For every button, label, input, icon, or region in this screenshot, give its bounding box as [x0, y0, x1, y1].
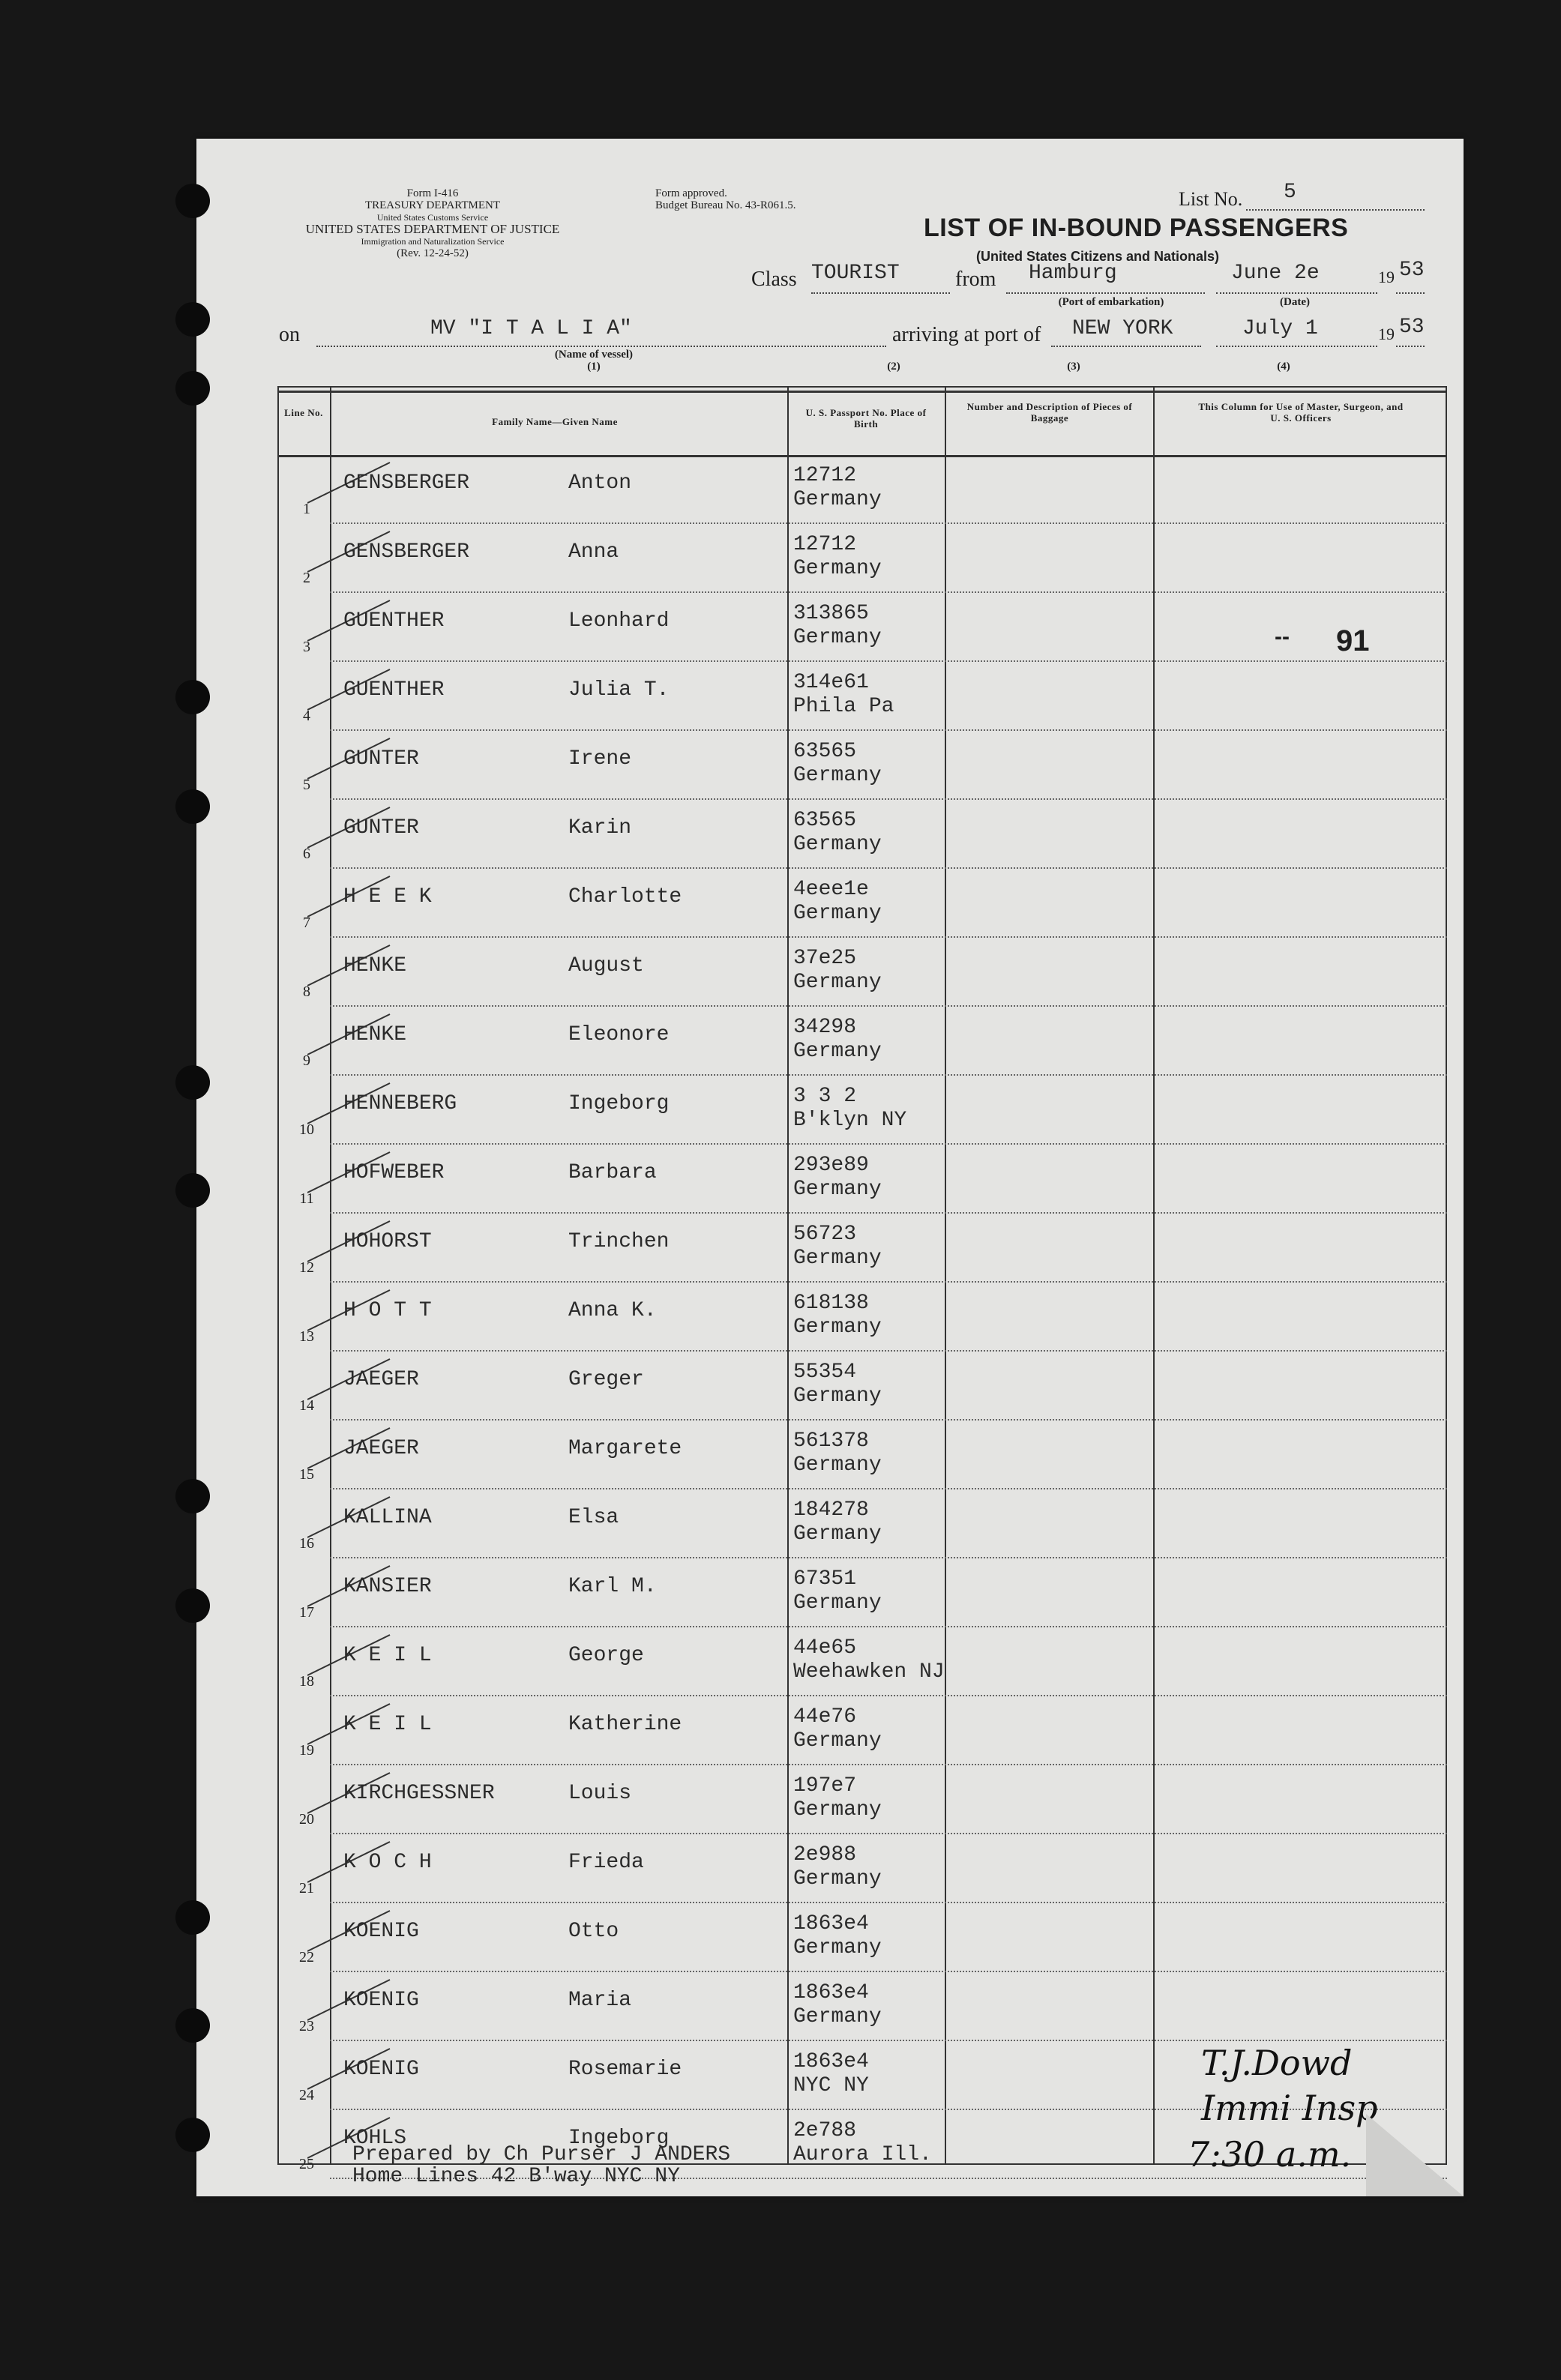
given-name: Ingeborg — [568, 1092, 670, 1115]
passport-birth — [793, 947, 882, 995]
signature-name: T.J.Dowd — [1201, 2043, 1353, 2083]
year1-line — [1396, 292, 1425, 294]
passport-number: 37e25 — [793, 947, 857, 970]
given-name: Eleonore — [568, 1023, 670, 1046]
line-number: 21 — [299, 1880, 314, 1897]
place-of-birth: Germany — [793, 971, 882, 994]
line-number: 8 — [303, 983, 310, 1000]
table-row — [277, 1834, 1447, 1903]
family-name: GUNTER — [343, 816, 419, 840]
place-of-birth: Germany — [793, 2005, 882, 2028]
family-name: K E I L — [343, 1644, 432, 1667]
passport-number: 3 3 2 — [793, 1085, 857, 1108]
given-name: Karin — [568, 816, 632, 840]
line-number: 16 — [299, 1535, 314, 1552]
manifest-page — [196, 139, 1464, 2196]
punch-hole — [175, 2118, 210, 2152]
place-of-birth: Germany — [793, 1178, 882, 1201]
col-num-2: (2) — [887, 361, 900, 373]
dash-mark: -- — [1275, 624, 1290, 649]
given-name: Margarete — [568, 1437, 682, 1460]
year2-prefix: 19 — [1378, 325, 1395, 343]
table-top-rule — [277, 391, 1447, 393]
passport-number: 618138 — [793, 1292, 869, 1315]
given-name: Leonhard — [568, 609, 670, 633]
line-number: 3 — [303, 639, 310, 655]
col-header-name: Family Name—Given Name — [492, 416, 618, 427]
passport-number: 67351 — [793, 1567, 857, 1591]
form-approved: Form approved. — [655, 187, 727, 199]
count-mark: 91 — [1336, 624, 1370, 657]
date1-line — [1216, 292, 1377, 294]
passport-birth — [793, 1567, 882, 1615]
family-name: JAEGER — [343, 1368, 419, 1391]
punch-hole — [175, 302, 210, 337]
signature-title: Immi Insp — [1201, 2088, 1378, 2128]
list-no-label: List No. — [1179, 188, 1243, 210]
place-of-birth: Germany — [793, 488, 882, 511]
line-number: 22 — [299, 1949, 314, 1965]
given-name: Barbara — [568, 1161, 657, 1184]
col-num-3: (3) — [1067, 361, 1080, 373]
place-of-birth: Aurora Ill. — [793, 2143, 932, 2166]
place-of-birth: Germany — [793, 557, 882, 580]
place-of-birth: Germany — [793, 1247, 882, 1270]
family-name: K O C H — [343, 1851, 432, 1874]
signature-time: 7:30 a.m. — [1188, 2134, 1352, 2175]
given-name: Anna K. — [568, 1299, 657, 1322]
table-row — [277, 1214, 1447, 1283]
given-name: Louis — [568, 1782, 632, 1805]
passport-birth — [793, 1292, 882, 1340]
punch-hole — [175, 1479, 210, 1513]
punch-hole — [175, 1588, 210, 1623]
prepared-by: Prepared by Ch Purser J ANDERS — [352, 2143, 731, 2166]
col-num-4: (4) — [1277, 361, 1290, 373]
form-id-block — [271, 187, 594, 259]
justice-dept: UNITED STATES DEPARTMENT OF JUSTICE — [305, 222, 560, 236]
line-number: 5 — [303, 777, 310, 793]
family-name: KALLINA — [343, 1506, 432, 1529]
line-number: 6 — [303, 846, 310, 862]
list-no-value: 5 — [1284, 181, 1296, 204]
passport-number: 34298 — [793, 1016, 857, 1039]
place-of-birth: Germany — [793, 1591, 882, 1615]
given-name: Irene — [568, 747, 632, 771]
place-of-birth: Germany — [793, 1729, 882, 1753]
line-number: 4 — [303, 708, 310, 724]
year1-prefix: 19 — [1378, 268, 1395, 286]
family-name: KIRCHGESSNER — [343, 1782, 495, 1805]
place-of-birth: Germany — [793, 1385, 882, 1408]
given-name: Frieda — [568, 1851, 644, 1874]
family-name: GENSBERGER — [343, 540, 470, 564]
on-label: on — [279, 323, 300, 346]
given-name: Ingeborg — [568, 2127, 670, 2150]
form-number: Form I-416 — [406, 187, 459, 199]
punch-hole — [175, 2008, 210, 2043]
punch-hole — [175, 789, 210, 824]
family-name: GENSBERGER — [343, 472, 470, 495]
passport-number: 2e788 — [793, 2119, 857, 2142]
table-row — [277, 455, 1447, 524]
table-row — [277, 1007, 1447, 1076]
family-name: HENNEBERG — [343, 1092, 457, 1115]
col-header-passport: U. S. Passport No. Place of Birth — [805, 407, 927, 430]
year2-value: 53 — [1399, 316, 1425, 339]
family-name: JAEGER — [343, 1437, 419, 1460]
place-of-birth: Phila Pa — [793, 695, 894, 718]
family-name: KOENIG — [343, 2058, 419, 2081]
table-row — [277, 1627, 1447, 1696]
col-num-1: (1) — [587, 361, 601, 373]
table-row — [277, 1283, 1447, 1352]
passport-birth — [793, 1705, 882, 1753]
family-name: GUNTER — [343, 747, 419, 771]
line-number: 11 — [299, 1190, 314, 1207]
passport-birth — [793, 464, 882, 512]
passport-birth — [793, 1843, 882, 1891]
place-of-birth: Germany — [793, 626, 882, 649]
family-name: HENKE — [343, 954, 407, 977]
passport-birth — [793, 878, 882, 926]
table-row — [277, 1558, 1447, 1627]
given-name: Anton — [568, 472, 632, 495]
line-number: 24 — [299, 2087, 314, 2103]
line-number: 9 — [303, 1052, 310, 1069]
passport-birth — [793, 1361, 882, 1409]
punch-hole — [175, 184, 210, 218]
vessel-caption: (Name of vessel) — [554, 349, 634, 361]
passport-birth — [793, 1912, 882, 1960]
punch-hole — [175, 1065, 210, 1100]
vessel-value: MV "I T A L I A" — [430, 317, 632, 340]
place-of-birth: Germany — [793, 1453, 882, 1477]
line-number: 20 — [299, 1811, 314, 1828]
passport-birth — [793, 1774, 882, 1822]
passport-number: 313865 — [793, 602, 869, 625]
class-value: TOURIST — [811, 262, 900, 285]
table-row — [277, 938, 1447, 1007]
given-name: Trinchen — [568, 1230, 670, 1253]
passport-number: 561378 — [793, 1429, 869, 1453]
ins-service: Immigration and Naturalization Service — [361, 236, 505, 247]
given-name: Rosemarie — [568, 2058, 682, 2081]
place-of-birth: Germany — [793, 902, 882, 925]
given-name: Karl M. — [568, 1575, 657, 1598]
place-of-birth: B'klyn NY — [793, 1109, 907, 1132]
punch-hole — [175, 1173, 210, 1208]
passport-birth — [793, 2050, 869, 2098]
passport-birth — [793, 671, 894, 719]
col-header-baggage: Number and Description of Pieces of Baggage — [966, 401, 1133, 424]
passport-number: 1863e4 — [793, 1912, 869, 1935]
given-name: August — [568, 954, 644, 977]
table-row — [277, 1765, 1447, 1834]
table-row — [277, 1076, 1447, 1145]
line-number: 17 — [299, 1604, 314, 1621]
family-name: HENKE — [343, 1023, 407, 1046]
passport-number: 314e61 — [793, 671, 869, 694]
passport-number: 63565 — [793, 809, 857, 832]
table-row — [277, 869, 1447, 938]
port-line — [1051, 346, 1201, 347]
line-number: 23 — [299, 2018, 314, 2034]
given-name: Greger — [568, 1368, 644, 1391]
vessel-line — [316, 346, 886, 347]
given-name: Maria — [568, 1989, 632, 2012]
from-value: Hamburg — [1029, 262, 1117, 285]
given-name: Otto — [568, 1920, 619, 1943]
passport-number: 1863e4 — [793, 2050, 869, 2073]
line-number: 13 — [299, 1328, 314, 1345]
budget-bureau: Budget Bureau No. 43-R061.5. — [655, 199, 796, 211]
passport-number: 12712 — [793, 464, 857, 487]
family-name: HOHORST — [343, 1230, 432, 1253]
place-of-birth: Germany — [793, 1798, 882, 1822]
treasury-dept: TREASURY DEPARTMENT — [364, 199, 501, 211]
passport-number: 55354 — [793, 1361, 857, 1384]
place-of-birth: NYC NY — [793, 2074, 869, 2097]
passenger-table — [277, 386, 1447, 2172]
place-of-birth: Weehawken NJ — [793, 1660, 945, 1684]
passport-birth — [793, 2119, 932, 2167]
line-number: 25 — [299, 2156, 314, 2172]
arriving-label: arriving at port of — [892, 323, 1041, 346]
form-approved-block — [655, 187, 795, 211]
port-value: NEW YORK — [1072, 317, 1173, 340]
given-name: Charlotte — [568, 885, 682, 909]
table-row — [277, 1489, 1447, 1558]
table-row — [277, 1145, 1447, 1214]
page-subtitle: (United States Citizens and Nationals) — [976, 249, 1220, 264]
page-title: LIST OF IN-BOUND PASSENGERS — [924, 214, 1349, 242]
table-row — [277, 800, 1447, 869]
punch-hole — [175, 371, 210, 406]
given-name: Elsa — [568, 1506, 619, 1529]
table-row — [277, 1696, 1447, 1765]
line-number: 7 — [303, 915, 310, 931]
passport-number: 1863e4 — [793, 1981, 869, 2004]
passport-birth — [793, 533, 882, 581]
line-number: 15 — [299, 1466, 314, 1483]
passport-number: 293e89 — [793, 1154, 869, 1177]
line-number: 19 — [299, 1742, 314, 1759]
line-number: 10 — [299, 1121, 314, 1138]
port-embark-caption: (Port of embarkation) — [1058, 296, 1164, 308]
family-name: H E E K — [343, 885, 432, 909]
from-label: from — [955, 268, 996, 291]
table-row — [277, 1352, 1447, 1421]
revision-date: (Rev. 12-24-52) — [397, 247, 469, 259]
place-of-birth: Germany — [793, 1936, 882, 1959]
table-row — [277, 1903, 1447, 1972]
customs-service: United States Customs Service — [376, 212, 489, 223]
from-line — [1006, 292, 1205, 294]
passport-number: 2e988 — [793, 1843, 857, 1867]
given-name: Anna — [568, 540, 619, 564]
line-number: 1 — [303, 501, 310, 517]
folded-corner — [1366, 2114, 1464, 2196]
line-number: 12 — [299, 1259, 314, 1276]
given-name: Katherine — [568, 1713, 682, 1736]
place-of-birth: Germany — [793, 764, 882, 787]
place-of-birth: Germany — [793, 1867, 882, 1891]
punch-hole — [175, 680, 210, 714]
passport-birth — [793, 1016, 882, 1064]
date2-line — [1216, 346, 1377, 347]
passport-birth — [793, 1429, 882, 1477]
passport-number: 63565 — [793, 740, 857, 763]
passport-birth — [793, 1636, 945, 1684]
year1-value: 53 — [1399, 259, 1425, 282]
family-name: KOENIG — [343, 1989, 419, 2012]
passport-number: 4eee1e — [793, 878, 869, 901]
list-no-line — [1246, 209, 1425, 211]
given-name: George — [568, 1644, 644, 1667]
line-number: 14 — [299, 1397, 314, 1414]
passport-number: 44e76 — [793, 1705, 857, 1729]
family-name: K E I L — [343, 1713, 432, 1736]
col-header-line: Line No. — [284, 407, 323, 418]
date-caption: (Date) — [1280, 296, 1310, 308]
passport-birth — [793, 602, 882, 650]
home-lines-address: Home Lines 42 B'way NYC NY — [352, 2165, 680, 2188]
line-number: 2 — [303, 570, 310, 586]
date2-value: July 1 — [1242, 317, 1318, 340]
passport-birth — [793, 1085, 906, 1133]
date1-value: June 2e — [1231, 262, 1320, 285]
col-header-officers: This Column for Use of Master, Surgeon, and U. S. Officers — [1198, 401, 1404, 424]
table-row — [277, 1421, 1447, 1489]
passport-birth — [793, 809, 882, 857]
table-row — [277, 524, 1447, 593]
table-row — [277, 662, 1447, 731]
passport-birth — [793, 1981, 882, 2029]
punch-hole — [175, 1900, 210, 1935]
passport-number: 184278 — [793, 1498, 869, 1522]
family-name: KOHLS — [343, 2127, 407, 2150]
place-of-birth: Germany — [793, 1316, 882, 1339]
class-label: Class — [751, 268, 797, 291]
family-name: HOFWEBER — [343, 1161, 445, 1184]
table-row — [277, 1972, 1447, 2041]
passport-birth — [793, 1498, 882, 1546]
place-of-birth: Germany — [793, 833, 882, 856]
family-name: GUENTHER — [343, 678, 445, 702]
passport-birth — [793, 1223, 882, 1271]
passport-birth — [793, 740, 882, 788]
passport-number: 56723 — [793, 1223, 857, 1246]
place-of-birth: Germany — [793, 1522, 882, 1546]
table-row — [277, 593, 1447, 662]
class-line — [811, 292, 950, 294]
table-row — [277, 731, 1447, 800]
year2-line — [1396, 346, 1425, 347]
family-name: H O T T — [343, 1299, 432, 1322]
place-of-birth: Germany — [793, 1040, 882, 1063]
passport-number: 44e65 — [793, 1636, 857, 1660]
family-name: GUENTHER — [343, 609, 445, 633]
given-name: Julia T. — [568, 678, 670, 702]
passport-birth — [793, 1154, 882, 1202]
passport-number: 197e7 — [793, 1774, 857, 1798]
family-name: KANSIER — [343, 1575, 432, 1598]
family-name: KOENIG — [343, 1920, 419, 1943]
line-number: 18 — [299, 1673, 314, 1690]
passport-number: 12712 — [793, 533, 857, 556]
